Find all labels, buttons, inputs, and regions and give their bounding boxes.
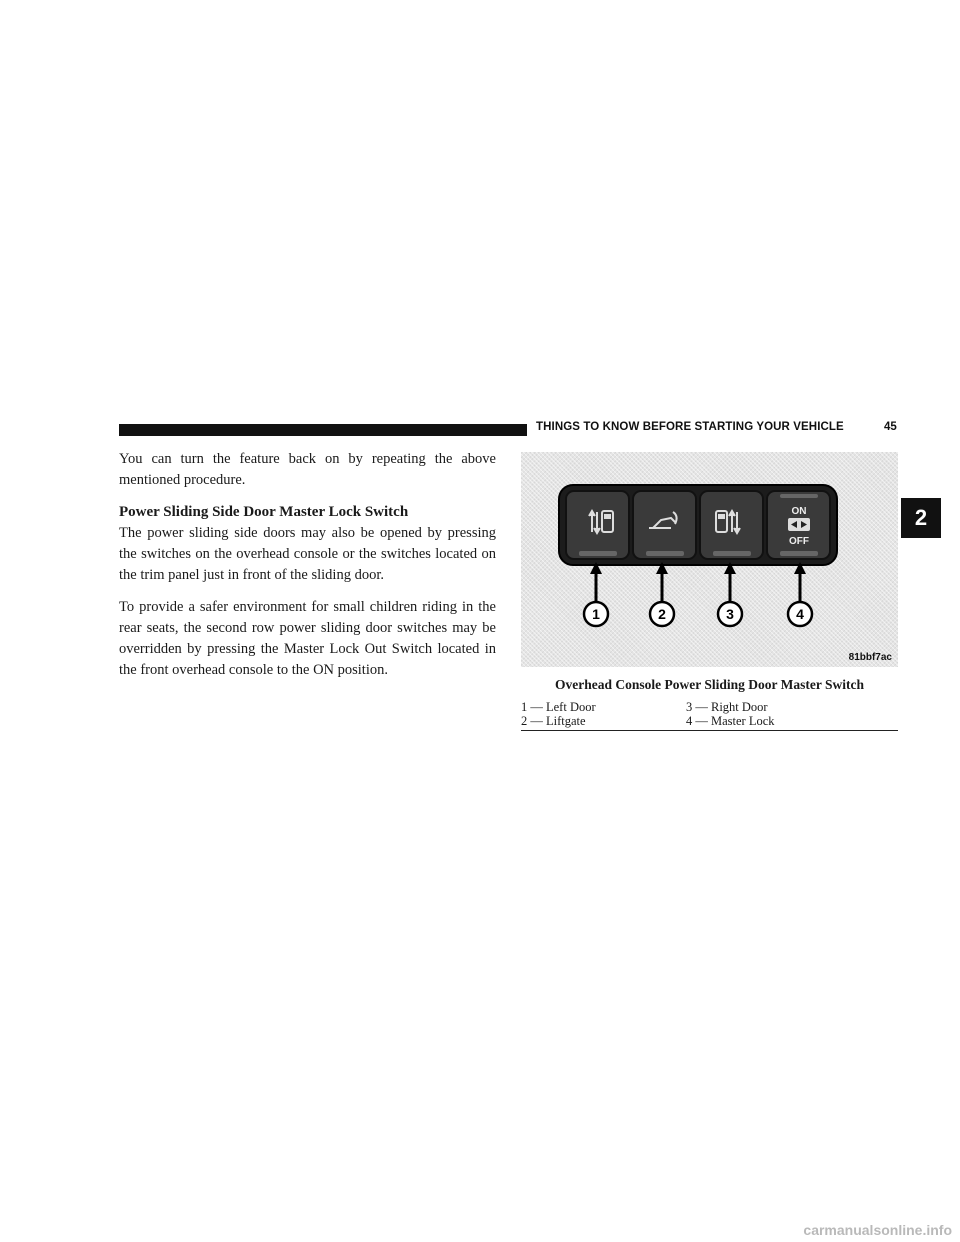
callout-1: 1 (592, 606, 600, 622)
switch-on-label: ON (791, 506, 807, 517)
liftgate-switch (633, 491, 696, 559)
figure-image-id: 81bbf7ac (848, 652, 892, 663)
legend-item-left-door: 1 — Left Door (521, 700, 596, 714)
indicator-slot-top-4 (780, 494, 818, 498)
section-header-title: THINGS TO KNOW BEFORE STARTING YOUR VEHICLE (536, 421, 844, 433)
legend-item-master-lock: 4 — Master Lock (686, 714, 775, 728)
callout-3: 3 (726, 606, 734, 622)
overhead-console-figure (521, 452, 898, 667)
figure-legend (521, 700, 898, 731)
page-number: 45 (884, 421, 897, 433)
callout-2: 2 (658, 606, 666, 622)
figure-caption: Overhead Console Power Sliding Door Master Switch (555, 677, 864, 692)
switch-off-label: OFF (789, 536, 809, 547)
console-illustration (521, 452, 898, 667)
paragraph-feature-back-on: You can turn the feature back on by repeating the above mentioned procedure. (119, 451, 496, 488)
indicator-slot-2 (646, 551, 684, 556)
indicator-slot-4 (780, 551, 818, 556)
body-text-column (119, 449, 496, 692)
watermark: carmanualsonline.info (803, 1222, 952, 1238)
paragraph-master-lock-out: To provide a safer environment for small children riding in the rear seats, the second row power sliding door switches may be overridden by pressing the Master Lock Out Switch located in the front overhead console to the ON position. (119, 599, 496, 678)
indicator-slot-1 (579, 551, 617, 556)
legend-row (521, 714, 898, 728)
section-heading: Power Sliding Side Door Master Lock Switch (119, 504, 409, 520)
master-lock-icon (788, 518, 810, 531)
header-rule (119, 424, 527, 436)
paragraph-opening-switches: The power sliding side doors may also be opened by pressing the switches on the overhead console or the switches located on the trim panel just in front of the sliding door. (119, 525, 496, 583)
legend-item-right-door: 3 — Right Door (686, 700, 768, 714)
callout-markers (584, 602, 812, 626)
chapter-tab: 2 (901, 498, 941, 538)
callout-4: 4 (796, 606, 804, 622)
legend-item-liftgate: 2 — Liftgate (521, 714, 586, 728)
legend-row (521, 700, 898, 714)
callout-arrows (590, 562, 806, 602)
indicator-slot-3 (713, 551, 751, 556)
